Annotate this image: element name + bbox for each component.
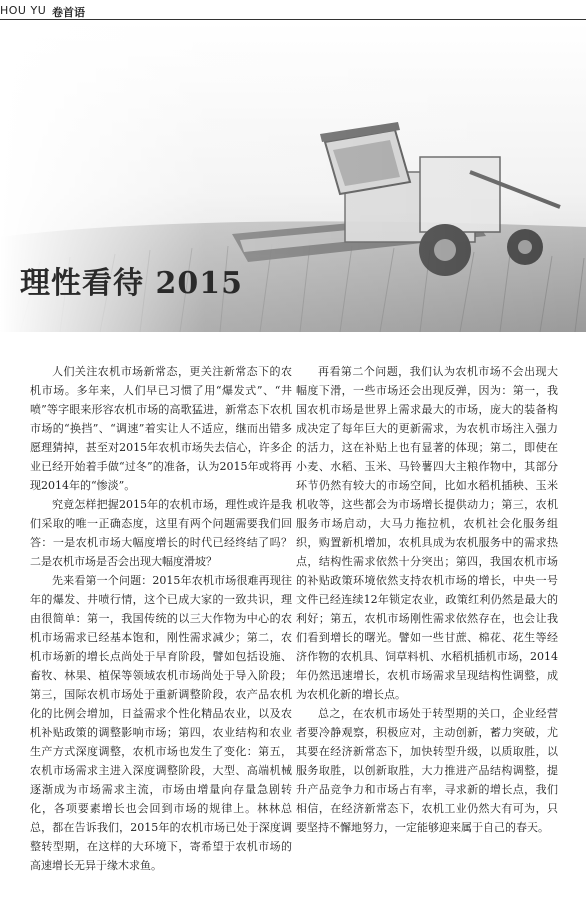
paragraph: 再看第二个问题，我们认为农机市场不会出现大幅度下滑，一些市场还会出现反弹，因为：第一，我国农机市场是世界上需求最大的市场，庞大的装备构成决定了每年巨大的更新需求，为农机市场注入强力的活力，这在补贴上也有显著的体现；第二，即使在小麦、水稻、玉米、马铃薯四大主粮作物中，其部分环节仍然有较大的市场空间，比如水稻机插秧、玉米机收等，这些都会为市场增长提供动力；第三，农机服务市场启动，大马力拖拉机，农机社会化服务组织，购置新机增加，农机具成为农机服务中的需求热点，结构性需求依然十分突出；第四，我国农机市场的补贴政策环境依然支持农机市场的增长，中央一号文件已经连续12年锁定农业，政策红利仍然是最大的利好；第五，农机市场刚性需求依然存在，也会让我们看到增长的曙光。譬如一些甘蔗、棉花、花生等经济作物的农机具、饲草料机、水稻机插机市场，2014年仍然迅速增长，农机市场需求呈现结构性调整，成为农机化新的增长点。 [296,365,558,701]
section-label: 卷首语 [52,6,85,19]
page-header [0,0,586,22]
article-column-right [296,362,558,837]
paragraph: 先来看第一个问题：2015年农机市场很难再现往年的爆发、井喷行情，这个已成大家的一致共识，理由很简单：第一，我国传统的以三大作物为中心的农机市场需求已经基本饱和，刚性需求减少；第二，农机市场新的增长点尚处于早育阶段，譬如包括设施、畜牧、林果、植保等领域农机市场尚处于导入阶段；第三，国际农机市场处于重新调整阶段，农产品农机化的比例会增加，日益需求个性化精品农业，以及农机补贴政策的调整影响市场；第四，农业结构和农业生产方式深度调整，农机市场也发生了变化：第五，农机市场需求主进入深度调整阶段，大型、高端机械逐渐成为市场需求主流，市场由增量向存量急剧转化，各项要素增长也会回到市场的规律上。林林总总，都在告诉我们，2015年的农机市场已处于深度调整转型期，在这样的大环境下，寄希望于农机市场的高速增长无异于缘木求鱼。 [30,574,292,872]
article-title: 理性看待 2015 [20,266,243,301]
header-rule [0,19,586,20]
article-column-left [30,362,292,875]
paragraph: 人们关注农机市场新常态，更关注新常态下的农机市场。多年来，人们早已习惯了用“爆发式”、“井喷”等字眼来形容农机市场的高歌猛进，新常态下农机市场的“换挡”、“调速”着实让人不适应，继而出错多愿理猜掉，甚至对2015年农机市场失去信心，许多企业已经开始着手做“过冬”的准备，认为2015年或将再现2014年的“惨淡”。 [30,365,292,492]
paragraph: 究竟怎样把握2015年的农机市场，理性或许是我们采取的唯一正确态度，这里有两个问题需要我们回答：一是农机市场大幅度增长的时代已经终结了吗？二是农机市场是否会出现大幅度滑坡？ [30,498,292,568]
paragraph: 总之，在农机市场处于转型期的关口，企业经营者要冷静观察，积极应对，主动创新，蓄力突破，尤其要在经济新常态下，加快转型升级，以质取胜，以服务取胜，以创新取胜，大力推进产品结构调整，提升产品竞争力和市场占有率，寻求新的增长点，我们相信，在经济新常态下，农机工业仍然大有可为，只要坚持不懈地努力，一定能够迎来属于自己的春天。 [296,707,558,834]
magazine-brand: HOU YU [0,4,47,17]
